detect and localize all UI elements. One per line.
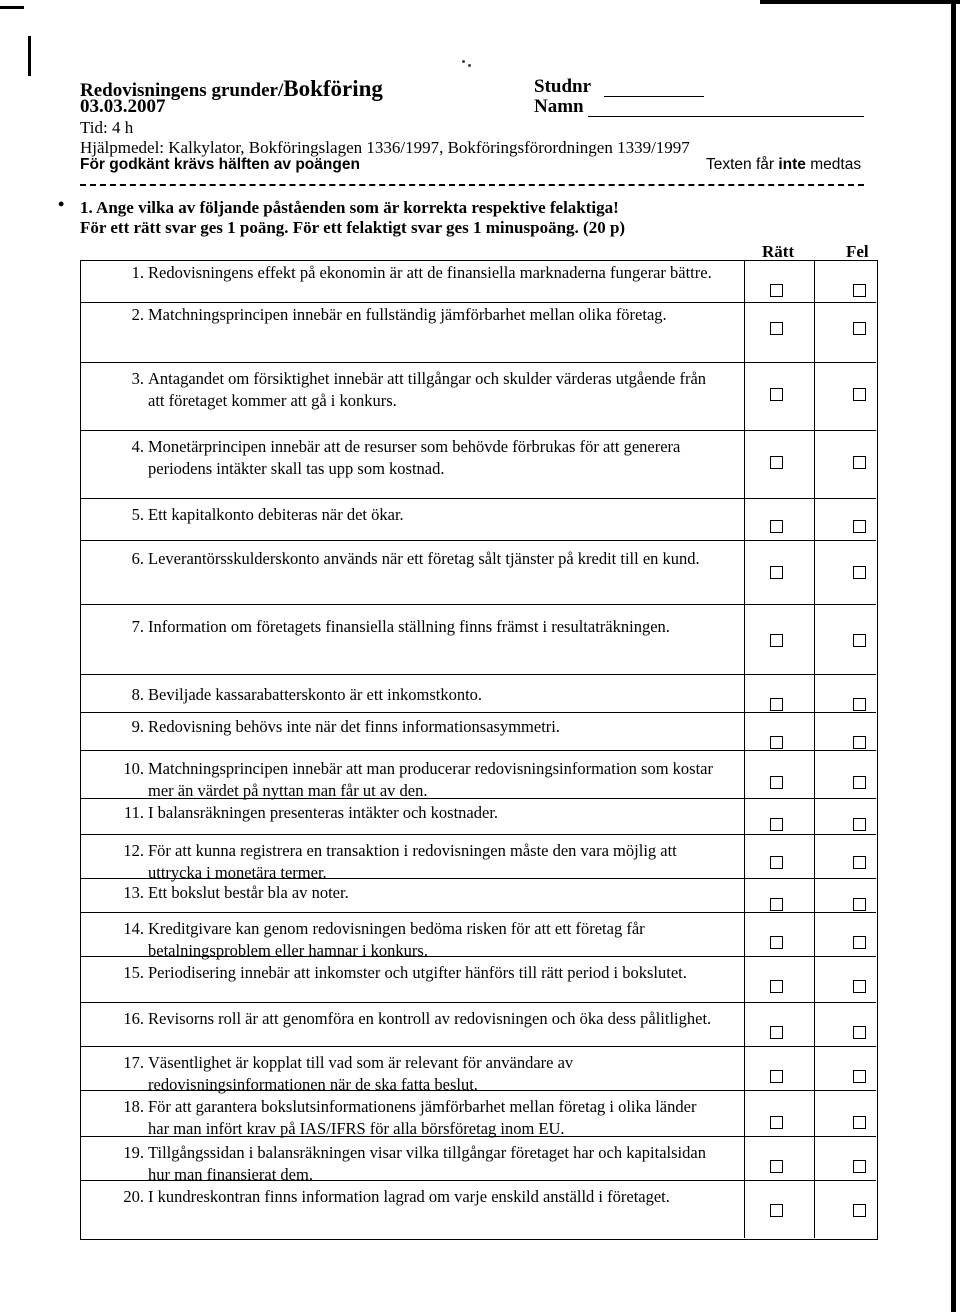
student-number-label: Studnr: [534, 76, 592, 97]
question-row: [118, 716, 718, 738]
checkbox-right[interactable]: [770, 1204, 783, 1217]
course-title: Redovisningens grunder/Bokföring: [80, 76, 383, 101]
exam-time: Tid: 4 h: [80, 118, 134, 137]
question-row: [118, 1052, 718, 1096]
question-text: Ett kapitalkonto debiteras när det ökar.: [148, 505, 404, 524]
question-row: [118, 882, 718, 904]
checkbox-right[interactable]: [770, 776, 783, 789]
question-number: 19.: [123, 1143, 144, 1162]
section-title: 1. Ange vilka av följande påståenden som är korrekta respektive felaktiga!: [80, 198, 619, 217]
checkbox-right[interactable]: [770, 898, 783, 911]
checkbox-wrong[interactable]: [853, 856, 866, 869]
checkbox-wrong[interactable]: [853, 736, 866, 749]
checkbox-wrong[interactable]: [853, 634, 866, 647]
checkbox-right[interactable]: [770, 566, 783, 579]
question-number: 12.: [123, 841, 144, 860]
column-header-right: Rätt: [762, 242, 795, 261]
scan-border: [951, 0, 956, 1312]
table-row-divider: [80, 912, 876, 913]
checkbox-wrong[interactable]: [853, 980, 866, 993]
checkbox-wrong[interactable]: [853, 1160, 866, 1173]
question-text: Revisorns roll är att genomföra en kontroll av redovisningen och öka dess pålitlighet.: [148, 1009, 712, 1028]
question-row: [118, 1096, 718, 1140]
checkbox-wrong[interactable]: [853, 520, 866, 533]
question-number: 5.: [131, 505, 144, 524]
checkbox-wrong[interactable]: [853, 776, 866, 789]
checkbox-wrong[interactable]: [853, 1070, 866, 1083]
checkbox-wrong[interactable]: [853, 322, 866, 335]
question-row: [118, 616, 718, 638]
question-text: Matchningsprincipen innebär en fullständig jämförbarhet mellan olika företag.: [148, 305, 667, 324]
question-number: 8.: [131, 685, 144, 704]
checkbox-right[interactable]: [770, 736, 783, 749]
checkbox-right[interactable]: [770, 1116, 783, 1129]
student-number-field[interactable]: [604, 96, 704, 97]
question-number: 6.: [131, 549, 144, 568]
question-row: [118, 304, 718, 326]
table-row-divider: [80, 302, 876, 303]
checkbox-wrong[interactable]: [853, 698, 866, 711]
checkbox-right[interactable]: [770, 322, 783, 335]
question-text: I kundreskontran finns information lagrad om varje enskild anställd i företaget.: [148, 1187, 670, 1206]
checkbox-wrong[interactable]: [853, 566, 866, 579]
checkbox-right[interactable]: [770, 698, 783, 711]
checkbox-right[interactable]: [770, 1160, 783, 1173]
checkbox-wrong[interactable]: [853, 1116, 866, 1129]
question-row: [118, 840, 718, 884]
checkbox-right[interactable]: [770, 456, 783, 469]
exam-date: 03.03.2007: [80, 96, 166, 117]
question-row: [118, 368, 718, 412]
table-row-divider: [80, 674, 876, 675]
question-number: 4.: [131, 437, 144, 456]
question-text: Tillgångssidan i balansräkningen visar vilka tillgångar företaget har och kapitalsidan hur man finansierat dem.: [148, 1143, 706, 1184]
checkbox-right[interactable]: [770, 1026, 783, 1039]
table-row-divider: [80, 1046, 876, 1047]
question-number: 13.: [123, 883, 144, 902]
question-number: 3.: [131, 369, 144, 388]
question-text: Leverantörsskulderskonto används när ett företag sålt tjänster på kredit till en kund.: [148, 549, 700, 568]
checkbox-right[interactable]: [770, 856, 783, 869]
question-text: Beviljade kassarabatterskonto är ett inkomstkonto.: [148, 685, 483, 704]
name-field[interactable]: [588, 116, 864, 117]
checkbox-wrong[interactable]: [853, 388, 866, 401]
checkbox-wrong[interactable]: [853, 936, 866, 949]
checkbox-right[interactable]: [770, 936, 783, 949]
question-number: 11.: [123, 803, 144, 822]
question-text: I balansräkningen presenteras intäkter och kostnader.: [148, 803, 499, 822]
question-row: [118, 436, 718, 480]
question-text: Monetärprincipen innebär att de resurser som behövde förbrukas för att generera periodens intäkter skall tas upp som kostnad.: [148, 437, 681, 478]
checkbox-wrong[interactable]: [853, 1026, 866, 1039]
scan-speck: [468, 64, 471, 67]
question-number: 16.: [123, 1009, 144, 1028]
checkbox-wrong[interactable]: [853, 818, 866, 831]
question-row: [118, 802, 718, 824]
question-text: För att kunna registrera en transaktion i redovisningen måste den vara möjlig att uttrycka i monetära termer.: [148, 841, 677, 882]
checkbox-right[interactable]: [770, 634, 783, 647]
scan-mark: [0, 6, 24, 9]
question-text: För att garantera bokslutsinformationens jämförbarhet mellan företag i olika länder har man infört krav på IAS/IFRS för alla börsföretag inom EU.: [148, 1097, 697, 1138]
table-row-divider: [80, 1002, 876, 1003]
question-number: 14.: [123, 919, 144, 938]
scan-speck: [462, 60, 465, 63]
question-row: [118, 684, 718, 706]
pass-requirement: För godkänt krävs hälften av poängen: [80, 156, 360, 173]
checkbox-wrong[interactable]: [853, 456, 866, 469]
question-text: Periodisering innebär att inkomster och utgifter hänförs till rätt period i bokslutet.: [148, 963, 687, 982]
question-number: 15.: [123, 963, 144, 982]
table-row-divider: [80, 430, 876, 431]
question-number: 18.: [123, 1097, 144, 1116]
checkbox-right[interactable]: [770, 980, 783, 993]
table-row-divider: [80, 362, 876, 363]
question-text: Information om företagets finansiella ställning finns främst i resultaträkningen.: [148, 617, 670, 636]
separator-line: [80, 184, 864, 186]
checkbox-wrong[interactable]: [853, 284, 866, 297]
checkbox-right[interactable]: [770, 1070, 783, 1083]
question-number: 17.: [123, 1053, 144, 1072]
question-text: Redovisning behövs inte när det finns informationsasymmetri.: [148, 717, 560, 736]
checkbox-right[interactable]: [770, 284, 783, 297]
column-header-wrong: Fel: [846, 242, 869, 261]
question-row: [118, 962, 718, 984]
question-row: [118, 1186, 718, 1208]
question-text: Väsentlighet är kopplat till vad som är relevant för användare av redovisningsinformationen när de ska fatta beslut.: [148, 1053, 574, 1094]
name-label: Namn: [534, 96, 584, 117]
question-text: Matchningsprincipen innebär att man producerar redovisningsinformation som kostar mer än värdet på nyttan man får ut av den.: [148, 759, 713, 800]
question-number: 1.: [131, 263, 144, 282]
question-text: Kreditgivare kan genom redovisningen bedöma risken för att ett företag får betalningsproblem eller hamnar i konkurs.: [148, 919, 645, 960]
question-row: [118, 758, 718, 802]
question-row: [118, 504, 718, 526]
checkbox-wrong[interactable]: [853, 1204, 866, 1217]
table-row-divider: [80, 498, 876, 499]
question-number: 7.: [131, 617, 144, 636]
question-number: 2.: [131, 305, 144, 324]
question-number: 9.: [131, 717, 144, 736]
table-column-divider: [814, 260, 815, 1238]
allowed-aids: Hjälpmedel: Kalkylator, Bokföringslagen 1336/1997, Bokföringsförordningen 1339/1997: [80, 138, 690, 157]
table-row-divider: [80, 540, 876, 541]
question-number: 10.: [123, 759, 144, 778]
text-note: Texten får inte medtas: [706, 156, 862, 173]
question-row: [118, 1008, 718, 1030]
question-row: [118, 918, 718, 962]
table-row-divider: [80, 750, 876, 751]
section-marker: •: [58, 194, 65, 214]
section-scoring: För ett rätt svar ges 1 poäng. För ett felaktigt svar ges 1 minuspoäng. (20 p): [80, 218, 626, 237]
scan-border: [760, 0, 960, 4]
table-row-divider: [80, 712, 876, 713]
question-text: Antagandet om försiktighet innebär att tillgångar och skulder värderas utgående från att företaget kommer att gå i konkurs.: [148, 369, 707, 410]
table-column-divider: [744, 260, 745, 1238]
scan-mark: [28, 36, 31, 76]
question-row: [118, 262, 718, 284]
question-text: Redovisningens effekt på ekonomin är att de finansiella marknaderna fungerar bättre.: [148, 263, 712, 282]
checkbox-right[interactable]: [770, 388, 783, 401]
question-row: [118, 1142, 718, 1186]
checkbox-wrong[interactable]: [853, 898, 866, 911]
table-row-divider: [80, 834, 876, 835]
checkbox-right[interactable]: [770, 520, 783, 533]
table-row-divider: [80, 604, 876, 605]
checkbox-right[interactable]: [770, 818, 783, 831]
question-number: 20.: [123, 1187, 144, 1206]
question-text: Ett bokslut består bla av noter.: [148, 883, 349, 902]
question-row: [118, 548, 718, 570]
